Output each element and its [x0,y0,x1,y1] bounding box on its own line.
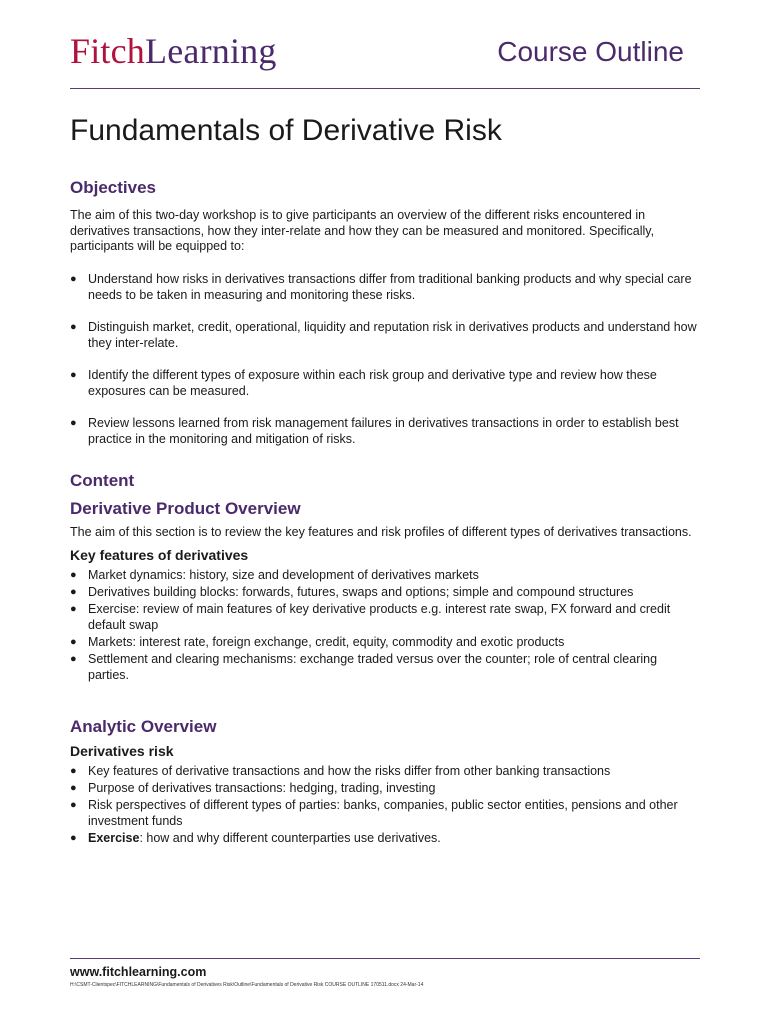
document-body [70,178,698,847]
product-overview-heading: Derivative Product Overview [70,498,301,518]
bullet-icon: ● [70,782,77,794]
document-title: Fundamentals of Derivative Risk [70,114,502,147]
derivatives-risk-item: ● Purpose of derivatives transactions: hedging, trading, investing [70,781,436,795]
key-features-subheading: Key features of derivatives [70,547,249,563]
analytic-overview-heading: Analytic Overview [70,717,217,736]
objective-item: ● Understand how risks in derivatives transactions differ from traditional banking products and why special care needs to be taken in measuring and monitoring these risks. [70,271,692,302]
objectives-heading: Objectives [70,178,156,197]
logo-fitch: Fitch [70,31,146,71]
objective-item: ● Distinguish market, credit, operational, liquidity and reputation risk in derivatives products and understand how they inter-relate. [70,319,697,350]
bullet-icon: ● [70,569,77,581]
key-feature-item: ● Exercise: review of main features of key derivative products e.g. interest rate swap, FX forward and credit default swap [70,602,671,632]
footer-divider [70,958,700,959]
derivatives-risk-item: ● Key features of derivative transactions and how the risks differ from other banking transactions [70,764,611,778]
objective-item: ● Identify the different types of exposure within each risk group and derivative type and review how these exposures can be measured. [70,367,657,398]
objectives-intro: The aim of this two-day workshop is to give participants an overview of the different risks encountered in derivatives transactions, how they inter-relate and how they can be measured and monitored. Specifically, participants will be equipped to: [70,208,655,253]
derivatives-risk-item: ● Risk perspectives of different types of parties: banks, companies, public sector entities, pensions and other investment funds [70,798,678,828]
key-feature-item: ● Settlement and clearing mechanisms: exchange traded versus over the counter; role of central clearing parties. [70,652,658,682]
logo-learning: Learning [145,31,277,71]
bullet-icon: ● [70,320,77,333]
objective-item: ● Review lessons learned from risk management failures in derivatives transactions in order to establish best practice in the monitoring and mitigation of risks. [70,415,679,446]
exercise-label: Exercise [88,831,140,845]
key-features-list [70,567,698,683]
header-divider [70,88,700,89]
bullet-icon: ● [70,368,77,381]
bullet-icon: ● [70,653,77,665]
key-feature-item: ● Derivatives building blocks: forwards, futures, swaps and options; simple and compound structures [70,585,634,599]
derivatives-risk-list [70,763,698,846]
bullet-icon: ● [70,586,77,598]
bullet-icon: ● [70,765,77,777]
derivatives-risk-item [70,830,698,846]
exercise-text: : how and why different counterparties use derivatives. [139,831,441,845]
key-feature-item: ● Markets: interest rate, foreign exchange, credit, equity, commodity and exotic products [70,635,565,649]
fitch-learning-logo [70,30,277,72]
bullet-icon: ● [70,636,77,648]
bullet-icon: ● [70,832,77,844]
product-overview-intro: The aim of this section is to review the key features and risk profiles of different types of derivatives transactions. [70,524,692,539]
derivatives-risk-subheading: Derivatives risk [70,743,174,759]
content-heading: Content [70,470,135,490]
website-link[interactable]: www.fitchlearning.com [70,965,207,979]
objectives-list [70,271,698,447]
bullet-icon: ● [70,799,77,811]
bullet-icon: ● [70,603,77,615]
file-path: H:\CSMT-Clientspec\FITCHLEARNING\Fundamentals of Derivatives Risk\Outline\Fundamentals of Derivative Risk COURSE OUTLINE 170511.docx 24-Mar-14 [70,982,424,988]
bullet-icon: ● [70,416,77,429]
course-outline-label: Course Outline [497,36,684,67]
bullet-icon: ● [70,272,77,285]
key-feature-item: ● Market dynamics: history, size and development of derivatives markets [70,568,479,582]
